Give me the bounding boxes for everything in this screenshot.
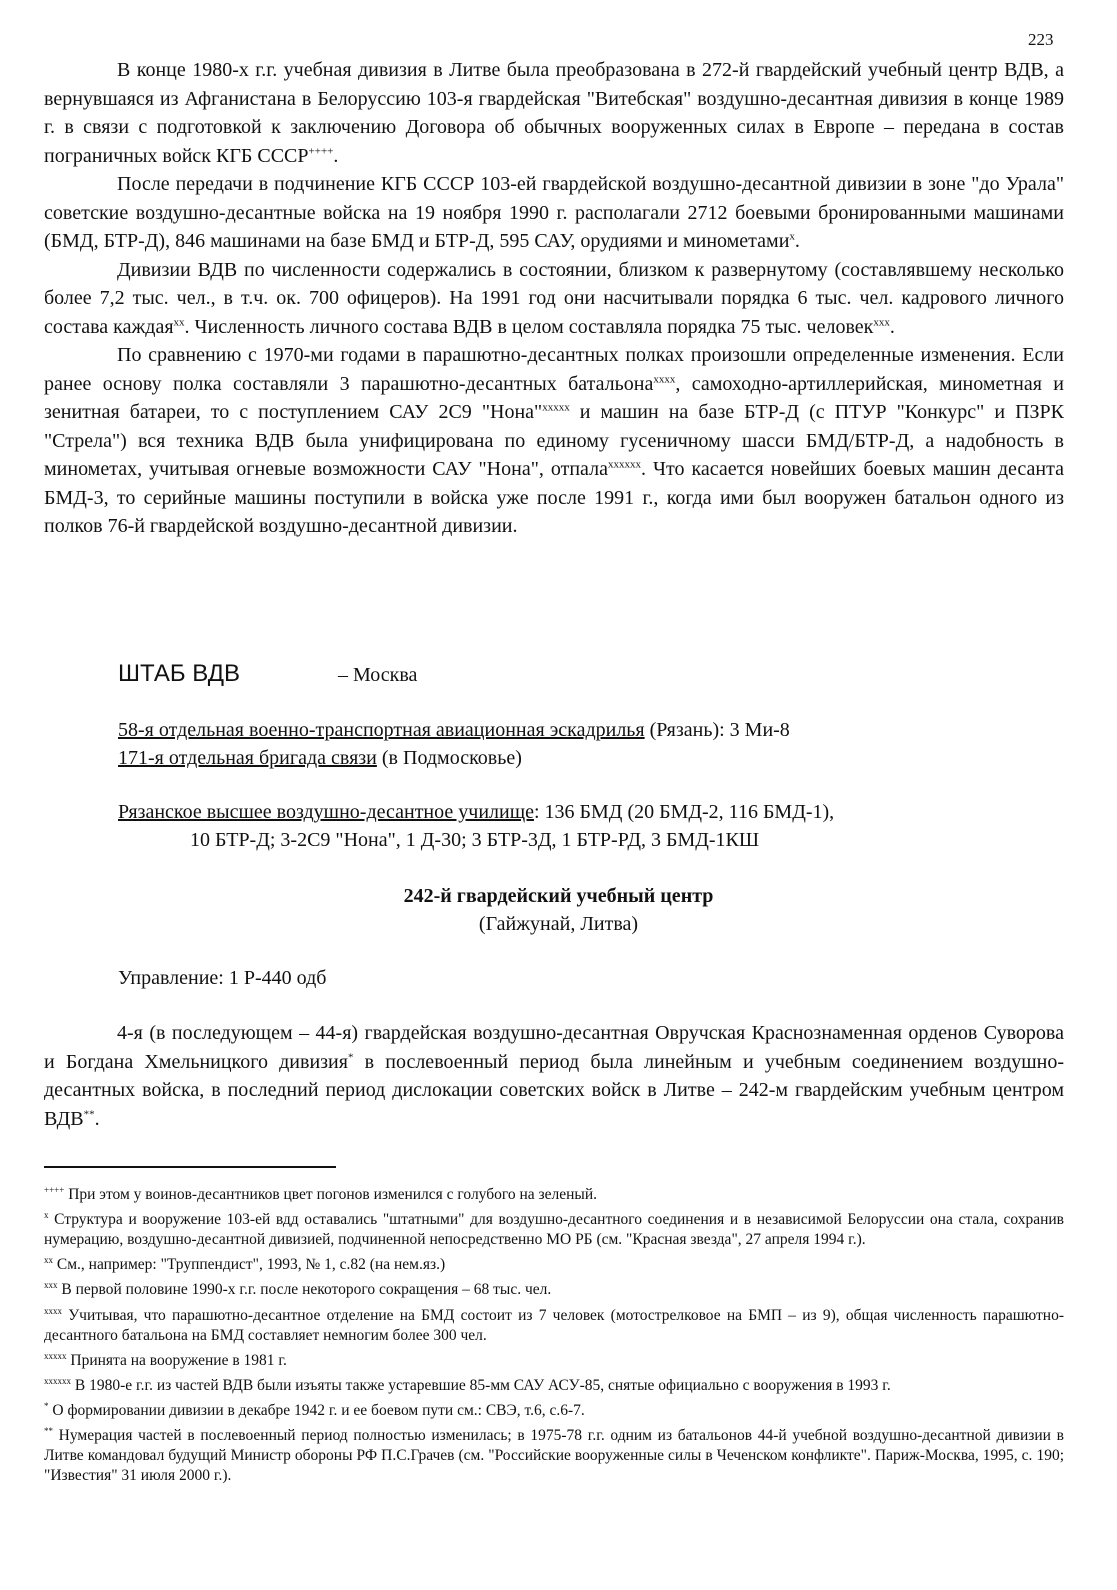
footnote: ++++ При этом у воинов-десантников цвет погонов изменился с голубого на зеленый. [44, 1185, 597, 1204]
hq-city: – Москва [338, 664, 418, 686]
footnote: * О формировании дивизии в декабре 1942 г. и ее боевом пути см.: СВЭ, т.6, с.6-7. [44, 1401, 585, 1420]
center-location: (Гайжунай, Литва) [478, 913, 639, 935]
footnote: $^{xx}$ См., например: "Труппендист", 1993, № 1, с.82 (на нем.яз.) [44, 1255, 446, 1274]
hq-heading [118, 660, 417, 688]
management-line: Управление: 1 Р-440 одб [118, 967, 327, 989]
hq-title: ШТАБ ВДВ [118, 660, 241, 687]
footnote: $^{xxx}$ В первой половине 1990-х г.г. после некоторого сокращения – 68 тыс. чел. [44, 1280, 552, 1299]
unit-line-continuation: 10 БТР-Д; 3-2С9 "Нона", 1 Д-30; 3 БТР-3Д, 1 БТР-РД, 3 БМД-1КШ [190, 829, 760, 851]
body-text [44, 56, 1064, 541]
paragraph-2: После передачи в подчинение КГБ СССР 103-ей гвардейской воздушно-десантной дивизии в зоне "до Урала" советские воздушно-десантные войска на 19 ноября 1990 г. располагали 2712 боевыми бронированными машинами (БМД, БТР-Д), 846 машинами на базе БМД и БТР-Д, 595 САУ, орудиями и минометами$^x$. [44, 173, 1064, 252]
footnote: $^x$ Структура и вооружение 103-ей вдд оставались "штатными" для воздушно-десантного соединения и в независимой Белоруссии она стала, сохранив нумерацию, воздушно-десантной дивизией, подчиненной непосредственно МО РБ (см. "Красная звезда", 27 апреля 1994 г.). [44, 1210, 1064, 1249]
footnote-divider [44, 1166, 336, 1168]
footnote: $^{xxxxxx}$ В 1980-е г.г. из частей ВДВ были изъяты также устаревшие 85-мм САУ АСУ-85, снятые официально с вооружения в 1993 г. [44, 1375, 891, 1395]
paragraph-4: По сравнению с 1970-ми годами в парашютно-десантных полках произошли определенные изменения. Если ранее основу полка составляли 3 парашютно-десантных батальона$^{xxxx}$, самоходно-артиллерийская, минометная и зенитная батареи, то с поступлением САУ 2С9 "Нона"$^{xxxxx}$ и машин на базе БТР-Д (с ПТУР "Конкурс" и ПЗРК "Стрела") вся техника ВДВ была унифицирована по единому гусеничному шасси БМД/БТР-Д, а надобность в минометах, учитывая огневые возможности САУ "Нона", отпала$^{xxxxxx}$. Что касается новейших боевых машин десанта БМД-3, то серийные машины поступили в войска уже после 1991 г., когда ими был вооружен батальон одного из полков 76-й гвардейской воздушно-десантной дивизии. [44, 344, 1064, 537]
unit-line: 171-я отдельная бригада связи (в Подмосковье) [118, 747, 522, 769]
footnote: ** Нумерация частей в послевоенный период полностью изменилась; в 1975-78 г.г. одним из батальонов 44-й учебной воздушно-десантной дивизии в Литве командовал будущий Министр обороны РФ П.С.Грачев (см. "Российские вооруженные силы в Чеченском конфликте". Париж-Москва, 1995, с. 190; "Известия" 31 июля 2000 г.). [44, 1426, 1064, 1485]
footnotes [44, 1180, 1064, 1486]
division-paragraph: 4-я (в последующем – 44-я) гвардейская воздушно-десантная Овручская Краснознаменная орденов Суворова и Богдана Хмельницкого дивизия* в послевоенный период была линейным и учебным соединением воздушно-десантных войска, в последний период дислокации советских войск в Литве – 242-м гвардейским учебным центром ВДВ**. [44, 1022, 1065, 1130]
footnote: $^{xxxx}$ Учитывая, что парашютно-десантное отделение на БМД состоит из 7 человек (мотострелковое на БМП – из 9), общая численность парашютно-десантного батальона на БМД составляет немногим более 300 чел. [44, 1305, 1064, 1344]
unit-line: 58-я отдельная военно-транспортная авиационная эскадрилья (Рязань): 3 Ми-8 [118, 719, 790, 741]
page-number: 223 [1028, 30, 1054, 49]
paragraph-1: В конце 1980-х г.г. учебная дивизия в Литве была преобразована в 272-й гвардейский учебный центр ВДВ, а вернувшаяся из Афганистана в Белоруссию 103-я гвардейская "Витебская" воздушно-десантная дивизия в конце 1989 г. в связи с подготовкой к заключению Договора об обычных вооруженных силах в Европе – передана в состав пограничных войск КГБ СССР++++. [44, 59, 1064, 167]
center-title: 242-й гвардейский учебный центр [403, 885, 714, 907]
footnote: $^{xxxxx}$ Принята на вооружение в 1981 г. [44, 1350, 287, 1369]
paragraph-3: Дивизии ВДВ по численности содержались в состоянии, близком к развернутому (составлявшему несколько более 7,2 тыс. чел., в т.ч. ок. 700 офицеров). На 1991 год они насчитывали порядка 6 тыс. чел. кадрового личного состава каждая$^{xx}$. Численность личного состава ВДВ в целом составляла порядка 75 тыс. человек$^{xxx}$. [44, 258, 1064, 338]
unit-line: Рязанское высшее воздушно-десантное училище: 136 БМД (20 БМД-2, 116 БМД-1), [118, 801, 835, 823]
